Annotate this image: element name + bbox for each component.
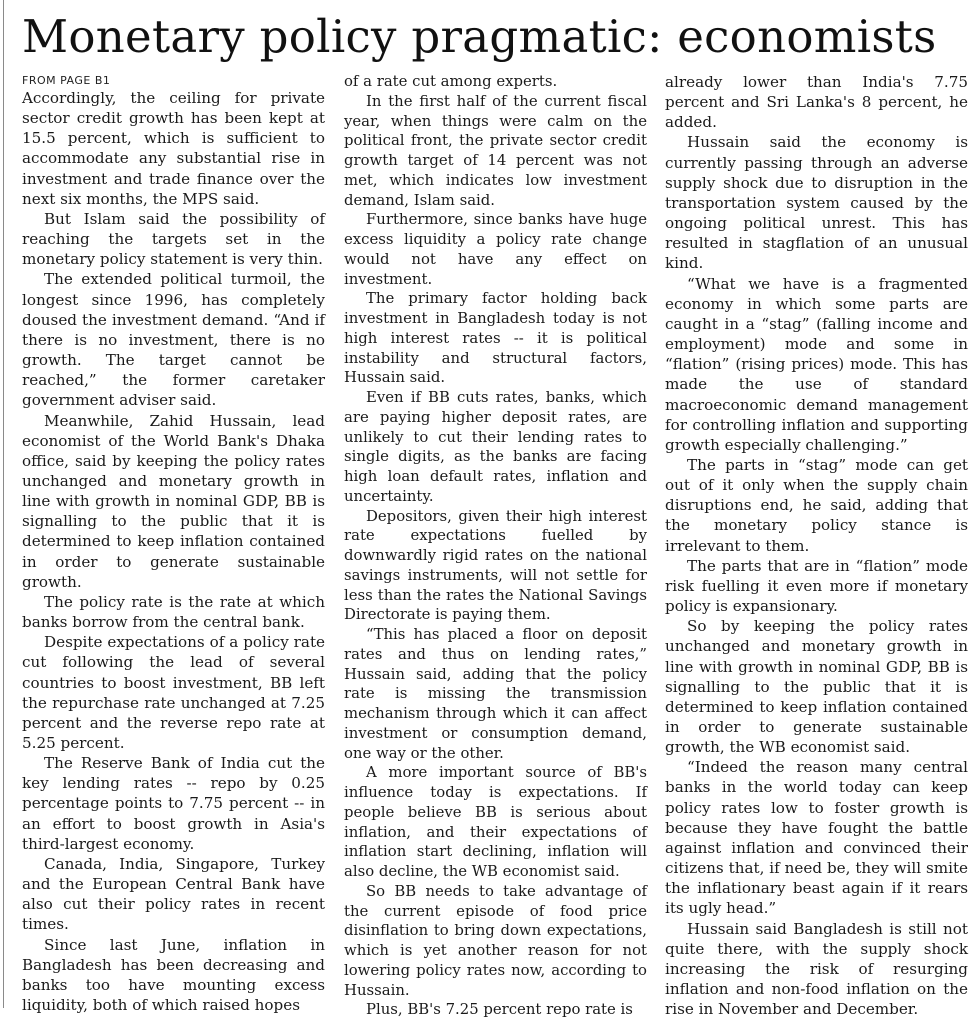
page-edge-rule [3, 0, 4, 1008]
paragraph: Canada, India, Singapore, Turkey and the European Central Bank have also cut their policy rates in recent times. [22, 854, 325, 934]
paragraph: of a rate cut among experts. [344, 72, 558, 90]
paragraph: Hussain said Bangladesh is still not quite there, with the supply shock increasing the risk of resurging inflation and non-food inflation on the rise in November and December. [665, 919, 968, 1019]
paragraph: Meanwhile, Zahid Hussain, lead economist of the World Bank's Dhaka office, said by keeping the policy rates unchanged and monetary growth in line with growth in nominal GDP, BB is signalling to the public that it is determined to keep inflation contained in order to generate sustainable growth. [22, 411, 325, 591]
paragraph: Since last June, inflation in Bangladesh has been decreasing and banks too have mounting excess liquidity, both of which raised hopes [22, 935, 325, 1015]
paragraph: Accordingly, the ceiling for private sector credit growth has been kept at 15.5 percent, which is sufficient to accommodate any substantial rise in investment and trade finance over the next six months, the MPS said. [22, 89, 325, 208]
headline: Monetary policy pragmatic: economists [22, 10, 937, 63]
paragraph: Despite expectations of a policy rate cut following the lead of several countries to boost investment, BB left the repurchase rate unchanged at 7.25 percent and the reverse repo rate at 5.25 percent. [22, 633, 325, 752]
paragraph: The parts that are in “flation” mode risk fuelling it even more if monetary policy is expansionary. [665, 556, 968, 616]
paragraph: “Indeed the reason many central banks in the world today can keep policy rates low to foster growth is because they have fought the battle against inflation and convinced their citizens that, if need be, they will smite the inflationary beast again if it rears its ugly head.” [665, 758, 968, 918]
paragraph: So by keeping the policy rates unchanged and monetary growth in line with growth in nominal GDP, BB is signalling to the public that it is determined to keep inflation contained in order to generate sustainable growth, the WB economist said. [665, 617, 968, 757]
paragraph: The policy rate is the rate at which banks borrow from the central bank. [22, 592, 325, 632]
paragraph: already lower than India's 7.75 percent and Sri Lanka's 8 percent, he added. [665, 73, 968, 132]
article-column-3 [665, 72, 968, 1019]
jump-line: FROM PAGE B1 [22, 74, 111, 87]
paragraph: The primary factor holding back investment in Bangladesh today is not high interest rates -- it is political instability and structural factors, Hussain said. [344, 289, 647, 387]
paragraph: Even if BB cuts rates, banks, which are paying higher deposit rates, are unlikely to cut their lending rates to single digits, as the banks are facing high loan default rates, inflation and uncertainty. [344, 388, 647, 505]
paragraph: Hussain said the economy is currently passing through an adverse supply shock due to disruption in the transportation system caused by the ongoing political unrest. This has resulted in stagflation of an unusual kind. [665, 133, 968, 273]
paragraph: Depositors, given their high interest rate expectations fuelled by downwardly rigid rates on the national savings instruments, will not settle for less than the rates the National Savings Directorate is paying them. [344, 506, 647, 624]
paragraph: But Islam said the possibility of reaching the targets set in the monetary policy statement is very thin. [22, 209, 325, 269]
paragraph: “What we have is a fragmented economy in which some parts are caught in a “stag” (falling income and employment) mode and some in “flation” (rising prices) mode. This has made the use of standard macroeconomic demand management for controlling inflation and supporting growth especially challenging.” [665, 274, 968, 454]
paragraph: Plus, BB's 7.25 percent repo rate is [366, 1000, 633, 1019]
paragraph: So BB needs to take advantage of the current episode of food price disinflation to bring down expectations, which is yet another reason for not lowering policy rates now, according to Hussain. [344, 881, 647, 999]
paragraph: The Reserve Bank of India cut the key lending rates -- repo by 0.25 percentage points to 7.75 percent -- in an effort to boost growth in Asia's third-largest economy. [22, 754, 325, 853]
paragraph: The extended political turmoil, the longest since 1996, has completely doused the investment demand. “And if there is no investment, there is no growth. The target cannot be reached,” the former caretaker government adviser said. [22, 270, 325, 410]
paragraph: “This has placed a floor on deposit rates and thus on lending rates,” Hussain said, adding that the policy rate is missing the transmission mechanism through which it can affect investment or consumption demand, one way or the other. [344, 625, 647, 762]
paragraph: In the first half of the current fiscal year, when things were calm on the political front, the private sector credit growth target of 14 percent was not met, which indicates low investment demand, Islam said. [344, 91, 647, 209]
paragraph: Furthermore, since banks have huge excess liquidity a policy rate change would not have any effect on investment. [344, 210, 647, 288]
article-column-2 [344, 72, 647, 1020]
paragraph: A more important source of BB's influence today is expectations. If people believe BB is serious about inflation, and their expectations of inflation start declining, inflation will also decline, the WB economist said. [344, 763, 647, 880]
paragraph: The parts in “stag” mode can get out of it only when the supply chain disruptions end, he said, adding that the monetary policy stance is irrelevant to them. [665, 455, 968, 555]
article-column-1 [22, 72, 325, 1015]
